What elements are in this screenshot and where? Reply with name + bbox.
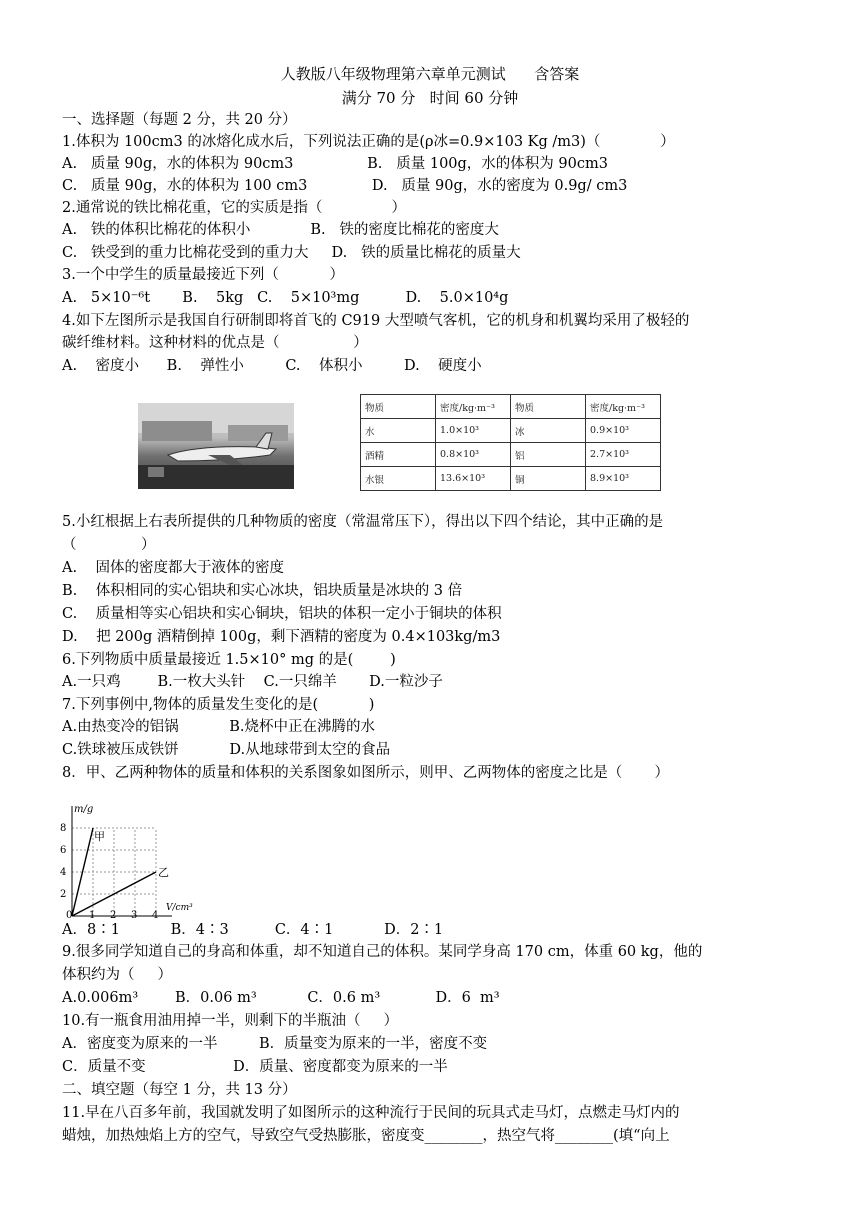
question-text: 10.有一瓶食用油用掉一半，则剩下的半瓶油（ ） <box>62 1013 399 1029</box>
page-title: 人教版八年级物理第六章单元测试 含答案 <box>280 65 580 83</box>
table-cell: 铜 <box>511 467 586 491</box>
table-cell: 2.7×10³ <box>586 443 661 467</box>
option-line: C. 铁受到的重力比棉花受到的重力大 D. 铁的质量比棉花的质量大 <box>62 245 521 261</box>
option-line: A. 固体的密度都大于液体的密度 <box>62 560 285 576</box>
question-text: 7.下列事例中,物体的质量发生变化的是( ) <box>62 697 375 713</box>
x-tick-label: 2 <box>110 910 117 921</box>
table-header-cell: 密度/kg·m⁻³ <box>436 395 511 419</box>
table-header-cell: 密度/kg·m⁻³ <box>586 395 661 419</box>
section-heading: 一、选择题（每题 2 分，共 20 分） <box>62 112 297 128</box>
question-text: 3.一个中学生的质量最接近下列（ ） <box>62 267 345 283</box>
airplane-icon <box>138 403 294 489</box>
x-tick-label: 1 <box>89 910 96 921</box>
table-row <box>361 419 661 443</box>
airplane-photo <box>138 403 294 489</box>
table-cell: 铝 <box>511 443 586 467</box>
x-axis-label: V/cm³ <box>166 903 193 913</box>
option-line: A．密度变为原来的一半 B．质量变为原来的一半，密度不变 <box>62 1036 488 1052</box>
option-line: D. 把 200g 酒精倒掉 100g，剩下酒精的密度为 0.4×103kg/m3 <box>62 629 501 645</box>
x-tick-label: 3 <box>131 910 138 921</box>
y-tick-label: 4 <box>60 867 67 878</box>
option-line: A.0.006m³ B．0.06 m³ C．0.6 m³ D．6 m³ <box>62 990 500 1006</box>
option-line: C.铁球被压成铁饼 D.从地球带到太空的食品 <box>62 742 391 758</box>
question-text: 4.如下左图所示是我国自行研制即将首飞的 C919 大型喷气客机，它的机身和机翼均采用了极轻的 <box>62 313 690 329</box>
table-cell: 13.6×10³ <box>436 467 511 491</box>
table-cell: 水 <box>361 419 436 443</box>
y-tick-label: 8 <box>60 823 67 834</box>
option-line: B. 体积相同的实心铝块和实心冰块，铝块质量是冰块的 3 倍 <box>62 583 463 599</box>
question-text: 11.早在八百多年前，我国就发明了如图所示的这种流行于民间的玩具式走马灯，点燃走马灯内的 <box>62 1105 680 1121</box>
series-label-jia: 甲 <box>94 830 105 843</box>
option-line: A. 密度小 B. 弹性小 C. 体积小 D. 硬度小 <box>62 358 482 374</box>
option-line: A. 铁的体积比棉花的体积小 B. 铁的密度比棉花的密度大 <box>62 222 499 238</box>
question-text: （ ） <box>62 537 156 553</box>
question-text: 蜡烛，加热烛焰上方的空气，导致空气受热膨胀，密度变________，热空气将________(填“向上 <box>62 1128 670 1144</box>
question-text: 5.小红根据上右表所提供的几种物质的密度（常温常压下），得出以下四个结论，其中正确的是 <box>62 514 664 530</box>
x-tick-label: 0 <box>66 910 73 921</box>
page-subtitle: 满分 70 分 时间 60 分钟 <box>341 89 519 107</box>
table-cell: 冰 <box>511 419 586 443</box>
table-row <box>361 443 661 467</box>
question-text: 9.很多同学知道自己的身高和体重，却不知道自己的体积。某同学身高 170 cm，体重 60 kg，他的 <box>62 944 703 960</box>
option-line: A. 质量 90g，水的体积为 90cm3 B. 质量 100g，水的体积为 90cm3 <box>62 156 608 172</box>
option-line: A. 5×10⁻⁶t B. 5kg C. 5×10³mg D. 5.0×10⁴g <box>62 290 509 306</box>
option-line: C．质量不变 D．质量、密度都变为原来的一半 <box>62 1059 448 1075</box>
question-text: 6.下列物质中质量最接近 1.5×10° mg 的是( ) <box>62 652 396 668</box>
table-header-row <box>361 395 661 419</box>
option-line: C. 质量 90g，水的体积为 100 cm3 D. 质量 90g，水的密度为 0.9g/ cm3 <box>62 178 628 194</box>
table-cell: 0.9×10³ <box>586 419 661 443</box>
question-text: 2.通常说的铁比棉花重，它的实质是指（ ） <box>62 200 406 216</box>
table-cell: 1.0×10³ <box>436 419 511 443</box>
table-cell: 0.8×10³ <box>436 443 511 467</box>
mass-volume-graph <box>56 800 216 922</box>
table-header-cell: 物质 <box>511 395 586 419</box>
option-line: A．8∶1 B．4∶3 C．4∶1 D．2∶1 <box>62 922 444 938</box>
option-line: A.一只鸡 B.一枚大头针 C.一只绵羊 D.一粒沙子 <box>62 674 443 690</box>
x-tick-label: 4 <box>152 910 159 921</box>
option-line: A.由热变冷的铝锅 B.烧杯中正在沸腾的水 <box>62 719 376 735</box>
table-cell: 水银 <box>361 467 436 491</box>
table-row <box>361 467 661 491</box>
option-line: C. 质量相等实心铝块和实心铜块，铝块的体积一定小于铜块的体积 <box>62 606 502 622</box>
table-cell: 酒精 <box>361 443 436 467</box>
density-table <box>360 394 661 491</box>
question-text: 体积约为（ ） <box>62 967 173 983</box>
question-text: 1.体积为 100cm3 的冰熔化成水后，下列说法正确的是(ρ冰=0.9×103 Kg /m3)（ ） <box>62 134 675 150</box>
y-tick-label: 2 <box>60 889 67 900</box>
table-cell: 8.9×10³ <box>586 467 661 491</box>
table-header-cell: 物质 <box>361 395 436 419</box>
section-heading: 二、填空题（每空 1 分，共 13 分） <box>62 1082 297 1098</box>
y-axis-label: m/g <box>74 804 94 815</box>
series-label-yi: 乙 <box>158 866 169 879</box>
question-text: 8．甲、乙两种物体的质量和体积的关系图象如图所示，则甲、乙两物体的密度之比是（ ） <box>62 765 669 781</box>
question-text: 碳纤维材料。这种材料的优点是（ ） <box>62 335 368 351</box>
y-tick-label: 6 <box>60 845 67 856</box>
